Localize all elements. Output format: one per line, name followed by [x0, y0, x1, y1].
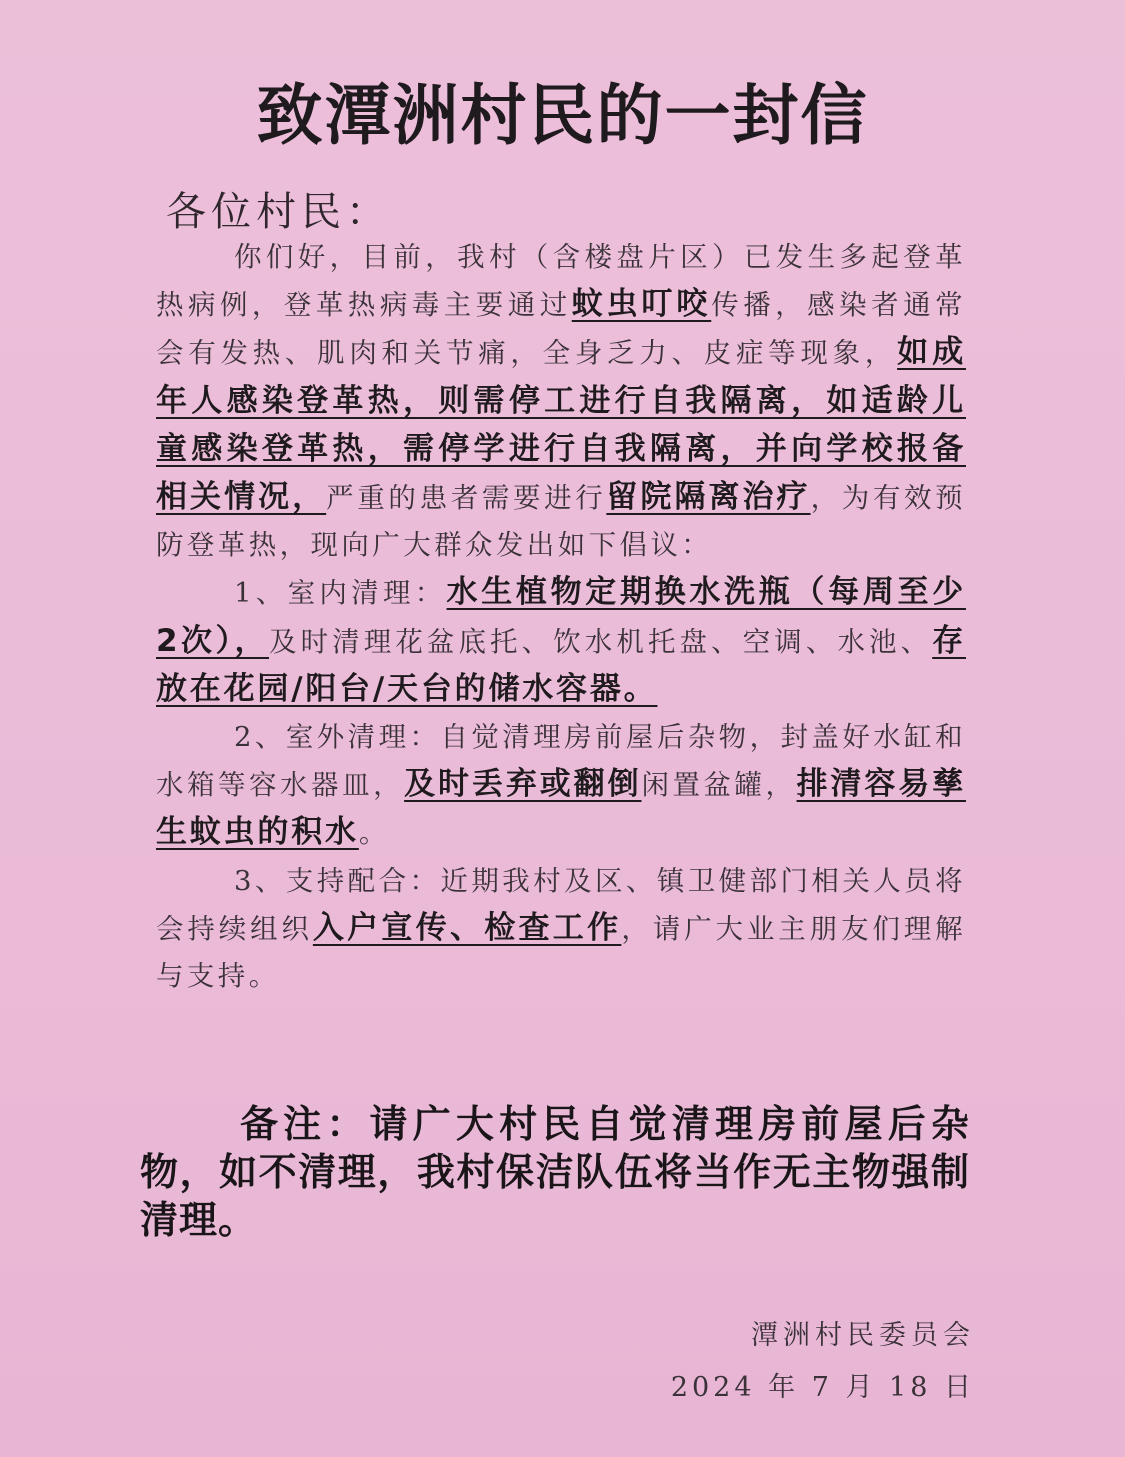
greeting: 各位村民： — [166, 189, 391, 235]
intro-text-2: 传播，感染者通常会有发热、肌肉和关节痛，全身乏力、皮症等现象， — [156, 289, 967, 370]
remark-note — [140, 1100, 970, 1244]
remark-rest: 后杂物，如不清理，我村保洁队伍将当作无主物强制清理。 — [140, 1102, 970, 1242]
item3-text-1: 3、支持配合：近期我村及区、镇卫健部门相关人员将会持续组织 — [156, 864, 966, 945]
item2-emphasis-discard: 及时丢弃或翻倒 — [404, 766, 642, 803]
item1-text-2: 及时清理花盆底托、饮水机托盘、空调、水池、 — [269, 625, 933, 658]
item2-emphasis-water: 排清容易孳生蚊虫的积水 — [156, 766, 967, 851]
signer: 潭洲村民委员会 — [751, 1320, 975, 1351]
item2-text-1: 2、室外清理：自觉清理房前屋后杂物，封盖好水缸和水箱等容水器皿， — [156, 721, 966, 802]
item1-emphasis-plants: 水生植物定期换水洗瓶（每周至少2次）， — [156, 574, 966, 659]
item-indoor-cleaning — [156, 569, 966, 714]
letter-body — [156, 234, 966, 1000]
item1-text-1: 1、室内清理： — [234, 577, 447, 610]
item-support — [156, 858, 966, 1001]
item3-emphasis-inspection: 入户宣传、检查工作 — [312, 909, 622, 946]
item1-emphasis-containers: 存放在花园/阳台/天台的储水容器。 — [156, 622, 966, 707]
item2-text-2: 闲置盆罐， — [641, 769, 797, 802]
item3-text-2: ，请广大业主朋友们理解与支持。 — [156, 912, 967, 993]
item-outdoor-cleaning — [156, 714, 966, 858]
intro-text-3: 严重的患者需要进行 — [326, 482, 607, 515]
remark-lead: 备注：请广大村民自觉清理房前屋 — [240, 1102, 888, 1146]
intro-emphasis-hospital: 留院隔离治疗 — [606, 479, 811, 516]
signature-date: 2024 年 7 月 18 日 — [670, 1372, 975, 1403]
intro-emphasis-isolation: 如成年人感染登革热，则需停工进行自我隔离，如适龄儿童感染登革热，需停学进行自我隔离，并向学校报备相关情况， — [156, 334, 966, 516]
intro-text-4: ，为有效预防登革热，现向广大群众发出如下倡议： — [156, 482, 967, 562]
intro-paragraph — [156, 234, 966, 569]
intro-emphasis-mosquito-bite: 蚊虫叮咬 — [571, 286, 712, 323]
letter-title: 致潭洲村民的一封信 — [256, 77, 869, 154]
intro-text-1: 你们好，目前，我村（含楼盘片区）已发生多起登革热病例，登革热病毒主要通过 — [156, 241, 966, 322]
item2-text-3: 。 — [358, 817, 390, 850]
